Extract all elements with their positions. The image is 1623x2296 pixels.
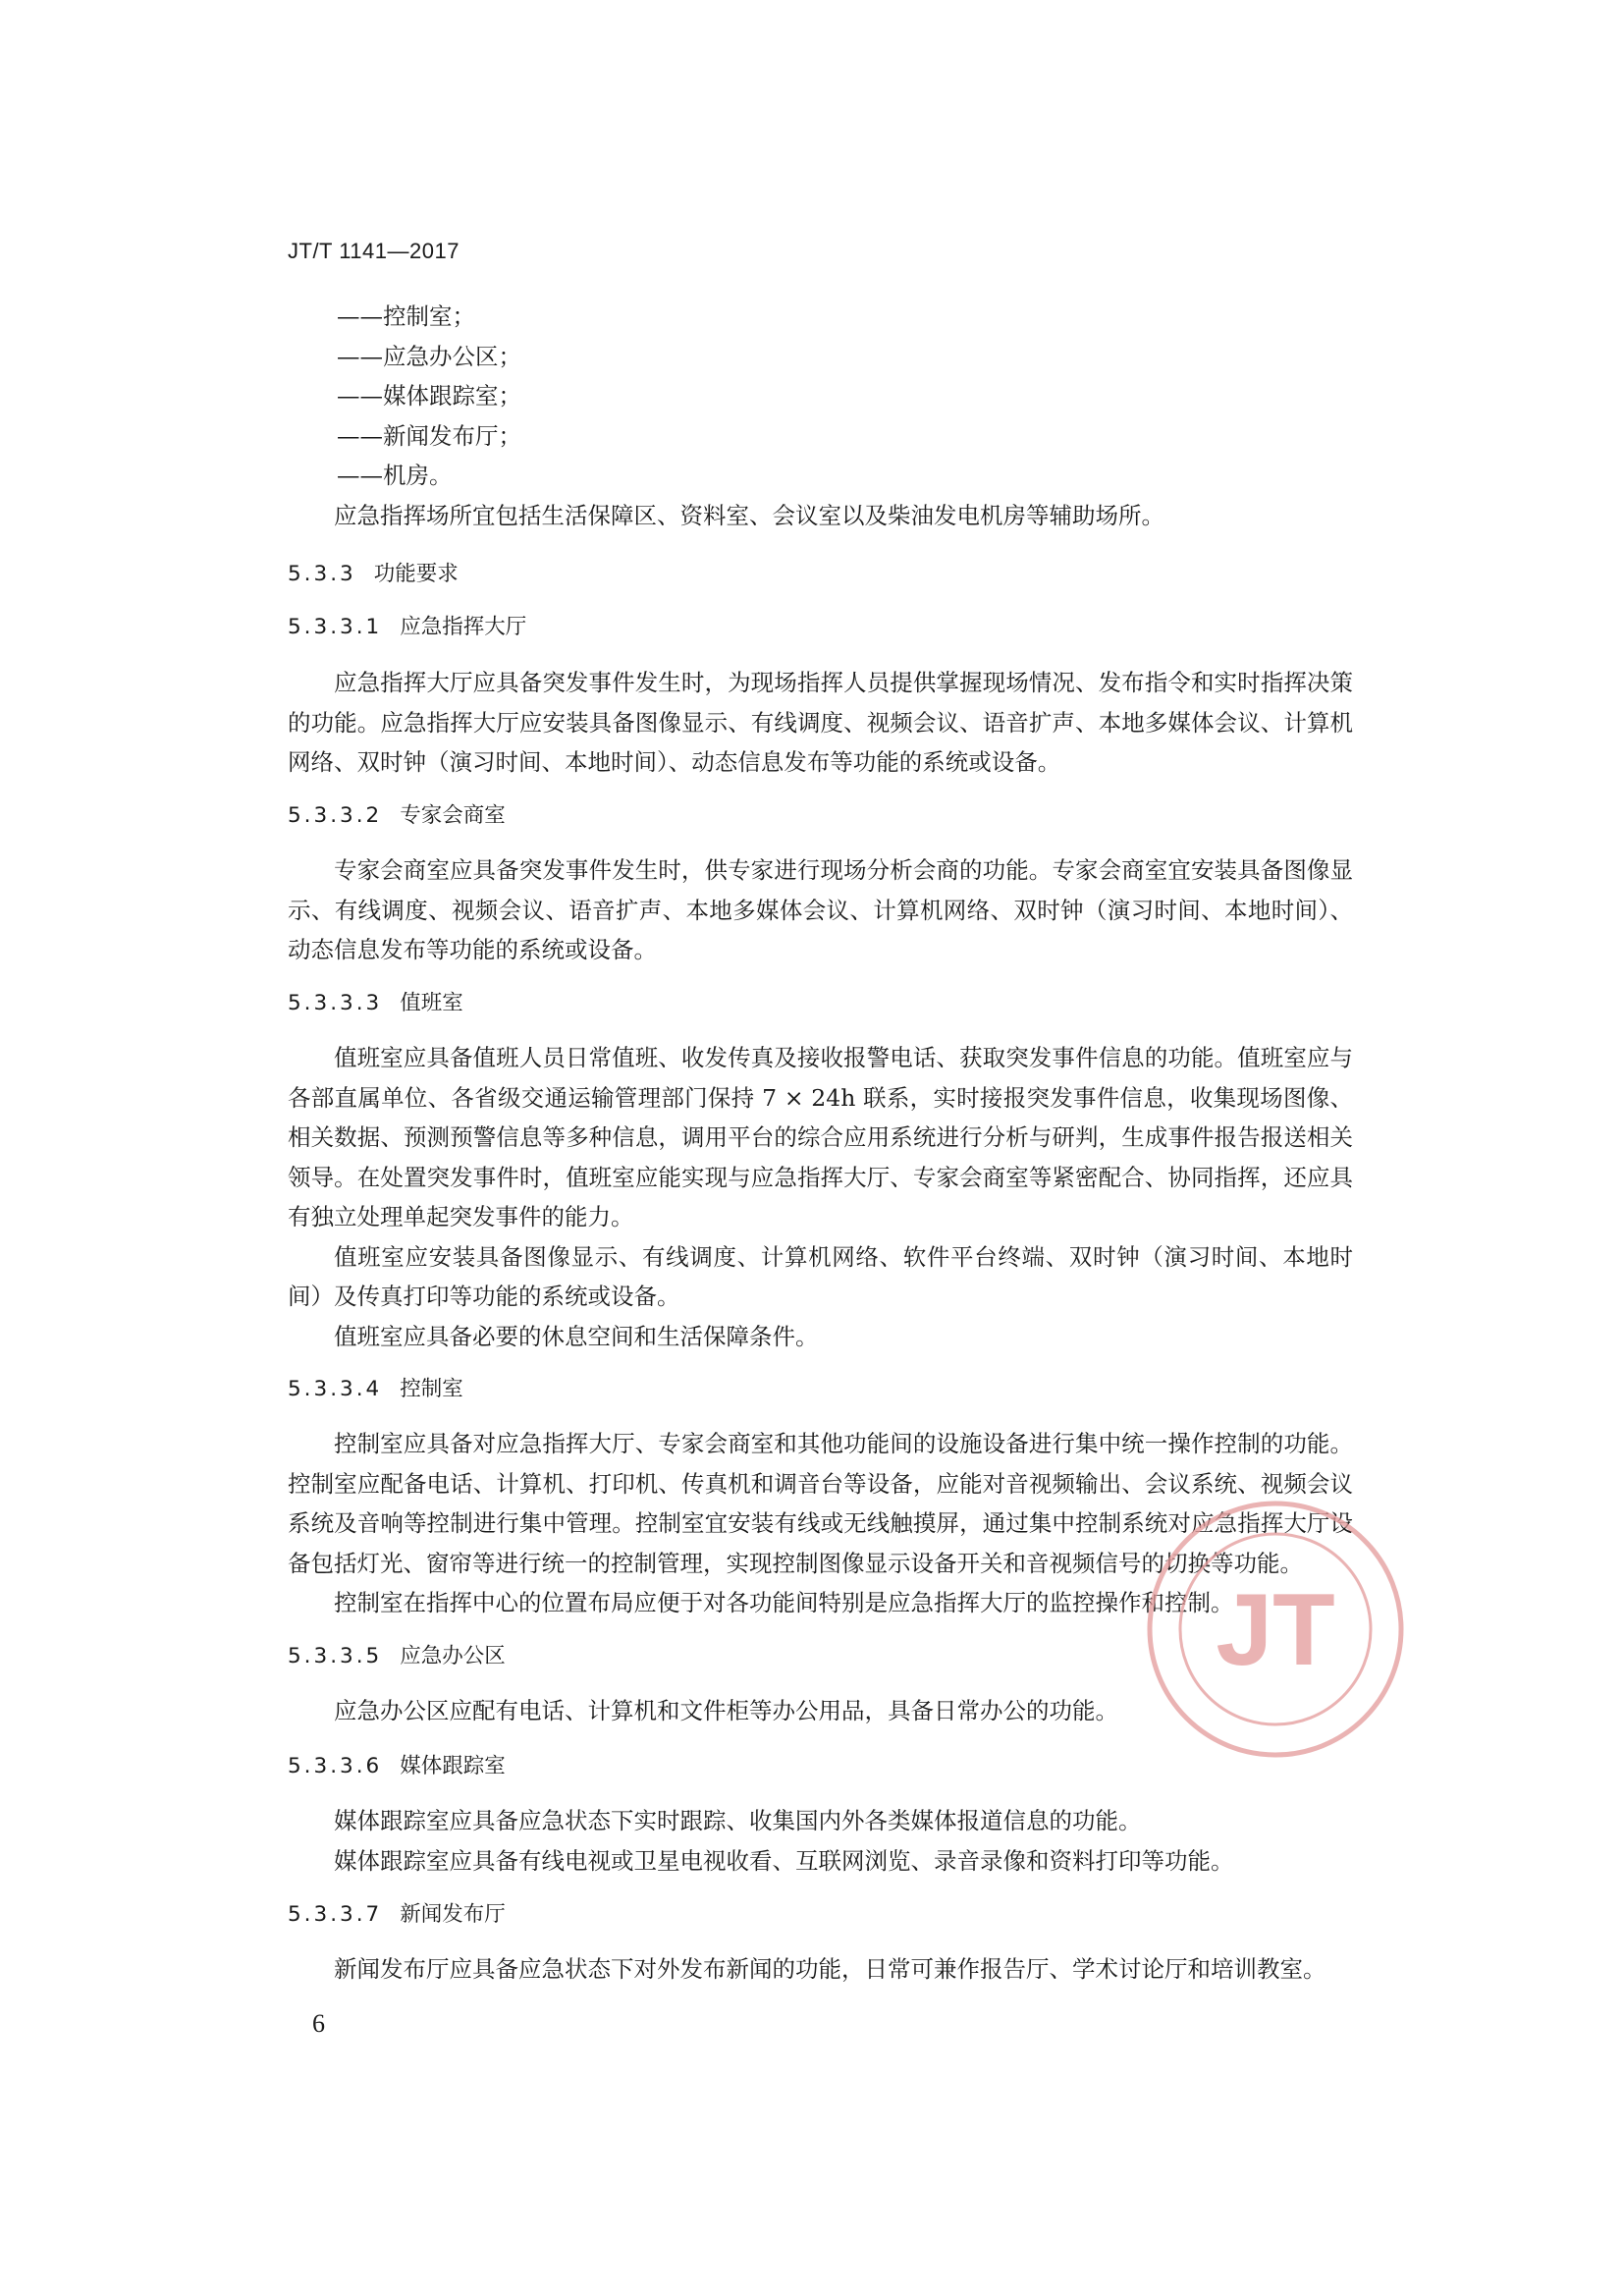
subsection-body: [288, 663, 1353, 783]
seal-text: JT: [1216, 1573, 1335, 1687]
subsection-number: 5.3.3.5: [288, 1644, 383, 1668]
subsection-body: [288, 850, 1353, 970]
document-code: JT/T 1141—2017: [288, 239, 460, 263]
paragraph: 新闻发布厅应具备应急状态下对外发布新闻的功能，日常可兼作报告厅、学术讨论厅和培训教室。: [334, 1955, 1326, 1983]
list-item: ——媒体跟踪室；: [337, 382, 521, 410]
list-item: ——控制室；: [337, 302, 475, 330]
paragraph: 应急办公区应配有电话、计算机和文件柜等办公用品，具备日常办公的功能。: [334, 1697, 1118, 1724]
subsection-title: 控制室: [400, 1377, 463, 1401]
paragraph: 专家会商室应具备突发事件发生时，供专家进行现场分析会商的功能。专家会商室宜安装具备图像显示、有线调度、视频会议、语音扩声、本地多媒体会议、计算机网络、双时钟（演习时间、本地时间）、动态信息发布等功能的系统或设备。: [288, 856, 1353, 963]
paragraph: 值班室应具备必要的休息空间和生活保障条件。: [334, 1322, 819, 1350]
paragraph: 应急指挥场所宜包括生活保障区、资料室、会议室以及柴油发电机房等辅助场所。: [334, 502, 1164, 529]
subsection-body: [288, 1949, 1353, 1990]
subsection-heading: [288, 1900, 1353, 1930]
section-title: 功能要求: [373, 562, 459, 586]
subsection-number: 5.3.3.2: [288, 803, 383, 828]
paragraph: 控制室应具备对应急指挥大厅、专家会商室和其他功能间的设施设备进行集中统一操作控制的功能。控制室应配备电话、计算机、打印机、传真机和调音台等设备，应能对音视频输出、会议系统、视频会议系统及音响等控制进行集中管理。控制室宜安装有线或无线触摸屏，通过集中控制系统对应急指挥大厅设备包括灯光、窗帘等进行统一的控制管理，实现控制图像显示设备开关和音视频信号的切换等功能。: [288, 1430, 1353, 1577]
paragraph: 媒体跟踪室应具备有线电视或卫星电视收看、互联网浏览、录音录像和资料打印等功能。: [334, 1846, 1234, 1875]
paragraph: 值班室应安装具备图像显示、有线调度、计算机网络、软件平台终端、双时钟（演习时间、本地时间）及传真打印等功能的系统或设备。: [288, 1242, 1353, 1310]
subsection-number: 5.3.3.7: [288, 1902, 383, 1927]
section-heading: [288, 560, 1353, 589]
list-item: ——新闻发布厅；: [337, 421, 521, 450]
page-number: 6: [312, 2009, 325, 2038]
subsection-heading: [288, 801, 1353, 831]
jt-seal-watermark: [1144, 1498, 1407, 1761]
auxiliary-paragraph-block: [288, 496, 1353, 536]
section-number: 5.3.3: [288, 562, 356, 586]
subsection-heading: [288, 989, 1353, 1018]
list-item: ——应急办公区；: [337, 342, 521, 370]
subsection-body: [288, 1801, 1353, 1881]
paragraph: 媒体跟踪室应具备应急状态下实时跟踪、收集国内外各类媒体报道信息的功能。: [334, 1807, 1142, 1834]
subsection-number: 5.3.3.3: [288, 991, 383, 1015]
subsection-title: 值班室: [400, 991, 463, 1015]
subsection-title: 专家会商室: [400, 803, 506, 828]
subsection-title: 应急办公区: [400, 1644, 506, 1668]
subsection-title: 应急指挥大厅: [400, 615, 527, 639]
subsection-body: [288, 1038, 1353, 1356]
facility-list: [288, 297, 1353, 496]
subsection-title: 媒体跟踪室: [400, 1754, 506, 1778]
subsection-title: 新闻发布厅: [400, 1902, 506, 1927]
subsection-number: 5.3.3.4: [288, 1377, 383, 1401]
subsection-number: 5.3.3.6: [288, 1754, 383, 1778]
subsection-heading: [288, 613, 1353, 642]
subsection-heading: [288, 1375, 1353, 1404]
paragraph: 值班室应具备值班人员日常值班、收发传真及接收报警电话、获取突发事件信息的功能。值班室应与各部直属单位、各省级交通运输管理部门保持 7 × 24h 联系，实时接报突发事件信息，收集现场图像、相关数据、预测预警信息等多种信息，调用平台的综合应用系统进行分析与研判，生成事件报告报送相关领导。在处置突发事件时，值班室应能实现与应急指挥大厅、专家会商室等紧密配合、协同指挥，还应具有独立处理单起突发事件的能力。: [288, 1044, 1353, 1230]
subsection-number: 5.3.3.1: [288, 615, 383, 639]
paragraph: 控制室在指挥中心的位置布局应便于对各功能间特别是应急指挥大厅的监控操作和控制。: [334, 1589, 1234, 1616]
list-item: ——机房。: [337, 462, 453, 489]
paragraph: 应急指挥大厅应具备突发事件发生时，为现场指挥人员提供掌握现场情况、发布指令和实时指挥决策的功能。应急指挥大厅应安装具备图像显示、有线调度、视频会议、语音扩声、本地多媒体会议、计算机网络、双时钟（演习时间、本地时间）、动态信息发布等功能的系统或设备。: [288, 669, 1353, 776]
